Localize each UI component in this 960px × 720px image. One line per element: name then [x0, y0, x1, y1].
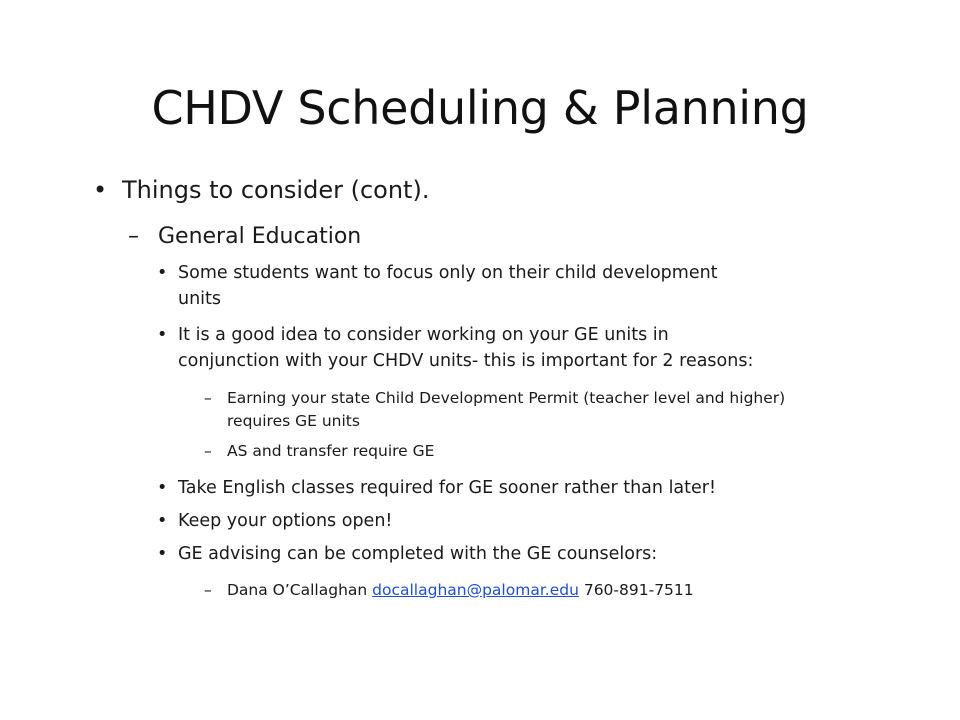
bullet-dot-icon: • — [157, 263, 168, 283]
list-item-advising: GE advising can be completed with the GE counselors: — [178, 544, 658, 564]
list-item-idea-line2: conjunction with your CHDV units- this is important for 2 reasons: — [178, 351, 754, 371]
list-item-english: Take English classes required for GE sooner rather than later! — [178, 478, 716, 498]
bullet-dot-icon: • — [93, 176, 108, 204]
level1-item: Things to consider (cont). — [122, 176, 430, 204]
sublist-item-contact — [227, 580, 694, 601]
bullet-dash-icon: – — [204, 581, 212, 599]
bullet-dot-icon: • — [157, 325, 168, 345]
sublist-item-permit-line2: requires GE units — [227, 412, 360, 430]
contact-phone: 760-891-7511 — [578, 581, 694, 599]
bullet-dash-icon: – — [204, 442, 212, 460]
list-item-focus-line2: units — [178, 289, 222, 309]
bullet-dot-icon: • — [157, 544, 168, 564]
bullet-dash-icon: – — [128, 224, 139, 249]
list-item-focus-line1: Some students want to focus only on their child development — [178, 263, 718, 283]
sublist-item-transfer: AS and transfer require GE — [227, 442, 435, 460]
contact-name: Dana O’Callaghan — [227, 581, 373, 599]
list-item-options: Keep your options open! — [178, 511, 393, 531]
bullet-dot-icon: • — [157, 511, 168, 531]
sublist-item-permit-line1: Earning your state Child Development Permit (teacher level and higher) — [227, 389, 786, 407]
bullet-dash-icon: – — [204, 389, 212, 407]
list-item-idea-line1: It is a good idea to consider working on your GE units in — [178, 325, 669, 345]
contact-email-link[interactable]: docallaghan@palomar.edu — [372, 581, 579, 599]
level2-item: General Education — [158, 224, 362, 249]
bullet-dot-icon: • — [157, 478, 168, 498]
slide-title: CHDV Scheduling & Planning — [151, 81, 809, 135]
